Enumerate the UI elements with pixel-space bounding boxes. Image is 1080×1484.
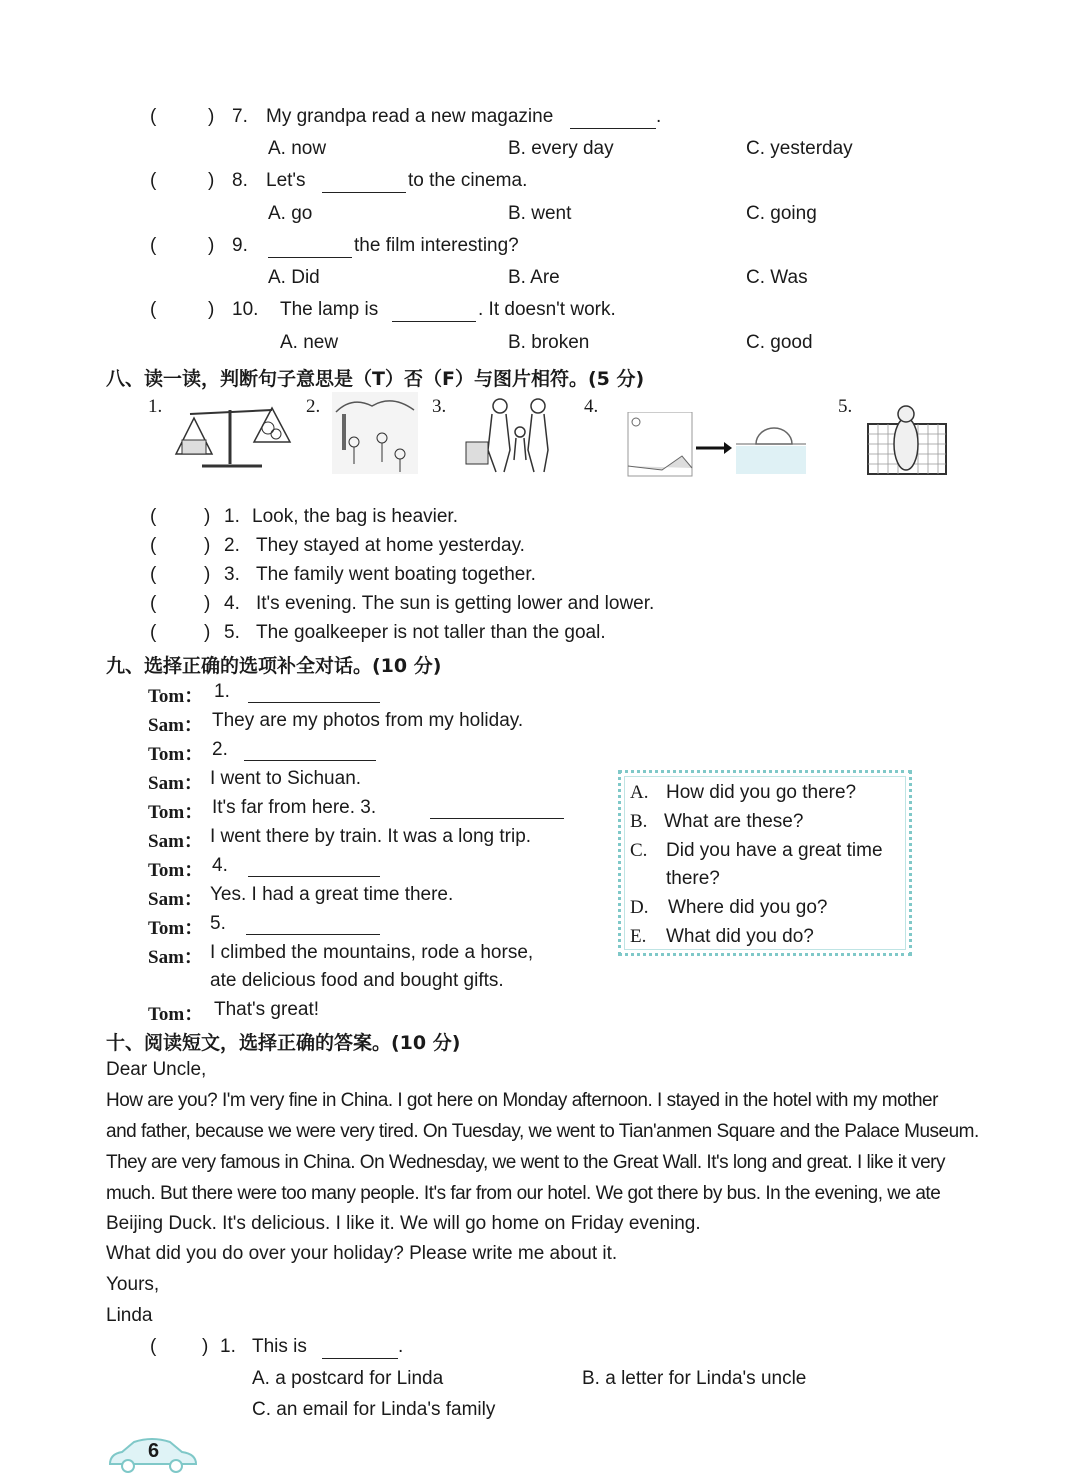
speaker: Sam： bbox=[148, 831, 203, 852]
answer-blank[interactable] bbox=[246, 914, 380, 935]
answer-blank[interactable] bbox=[244, 740, 376, 761]
answer-paren-open[interactable]: ( bbox=[150, 506, 157, 527]
picture-number: 1. bbox=[148, 396, 163, 417]
option-text: Where did you go? bbox=[668, 897, 828, 918]
option-c: C. Was bbox=[746, 267, 808, 288]
question-stem: Let's bbox=[266, 170, 306, 191]
question-stem-end: to the cinema. bbox=[408, 170, 528, 191]
question-stem: This is bbox=[252, 1336, 307, 1357]
option-text: What are these? bbox=[664, 811, 804, 832]
answer-paren-close: ) bbox=[202, 1336, 209, 1357]
answer-blank[interactable] bbox=[430, 798, 564, 819]
speaker: Sam： bbox=[148, 715, 203, 736]
item-number: 5. bbox=[224, 622, 240, 643]
answer-paren-close: ) bbox=[204, 593, 211, 614]
speaker: Tom： bbox=[148, 860, 204, 881]
answer-paren-open[interactable]: ( bbox=[150, 622, 157, 643]
answer-paren-open[interactable]: ( bbox=[150, 170, 157, 191]
dialog-text: That's great! bbox=[214, 999, 320, 1020]
speaker: Tom： bbox=[148, 918, 204, 939]
option-a: A. Did bbox=[268, 267, 320, 288]
page-number: 6 bbox=[148, 1440, 160, 1462]
answer-paren-close: ) bbox=[204, 564, 211, 585]
dialog-text: I climbed the mountains, rode a horse, bbox=[210, 942, 534, 963]
question-number: 10. bbox=[232, 299, 259, 320]
balance-scale-picture bbox=[172, 400, 294, 470]
answer-paren-open[interactable]: ( bbox=[150, 106, 157, 127]
answer-blank[interactable] bbox=[268, 237, 352, 258]
speaker: Sam： bbox=[148, 947, 203, 968]
option-letter: B. bbox=[630, 811, 648, 832]
speaker: Sam： bbox=[148, 773, 203, 794]
dialog-text: Yes. I had a great time there. bbox=[210, 884, 454, 905]
option-c: C. yesterday bbox=[746, 138, 853, 159]
dialog-text: 1. bbox=[214, 681, 230, 702]
answer-paren-close: ) bbox=[208, 106, 215, 127]
option-b: B. a letter for Linda's uncle bbox=[582, 1368, 807, 1389]
answer-paren-close: ) bbox=[208, 299, 215, 320]
speaker: Tom： bbox=[148, 686, 204, 707]
picture-number: 3. bbox=[432, 396, 447, 417]
answer-paren-open[interactable]: ( bbox=[150, 535, 157, 556]
option-letter: A. bbox=[630, 782, 649, 803]
item-text: They stayed at home yesterday. bbox=[256, 535, 525, 556]
answer-paren-open[interactable]: ( bbox=[150, 1336, 157, 1357]
question-number: 8. bbox=[232, 170, 248, 191]
question-stem: The lamp is bbox=[280, 299, 379, 320]
dialog-text: 4. bbox=[212, 855, 228, 876]
option-b: B. went bbox=[508, 203, 572, 224]
answer-paren-open[interactable]: ( bbox=[150, 299, 157, 320]
item-number: 3. bbox=[224, 564, 240, 585]
goalkeeper-picture bbox=[864, 402, 950, 478]
option-letter: C. bbox=[630, 840, 648, 861]
item-text: Look, the bag is heavier. bbox=[252, 506, 458, 527]
question-stem-end: the film interesting? bbox=[354, 235, 519, 256]
letter-line: Yours, bbox=[106, 1274, 160, 1295]
letter-line: Linda bbox=[106, 1305, 153, 1326]
item-text: The goalkeeper is not taller than the goal. bbox=[256, 622, 606, 643]
option-text: What did you do? bbox=[666, 926, 814, 947]
answer-blank[interactable] bbox=[322, 172, 406, 193]
section9-title: 九、选择正确的选项补全对话。(10 分) bbox=[106, 655, 442, 677]
dialog-text: It's far from here. 3. bbox=[212, 797, 377, 818]
option-c: C. good bbox=[746, 332, 813, 353]
question-stem: My grandpa read a new magazine bbox=[266, 106, 554, 127]
option-c: C. going bbox=[746, 203, 817, 224]
option-b: B. Are bbox=[508, 267, 560, 288]
answer-paren-close: ) bbox=[208, 235, 215, 256]
picture-number: 2. bbox=[306, 396, 321, 417]
answer-paren-open[interactable]: ( bbox=[150, 235, 157, 256]
answer-paren-open[interactable]: ( bbox=[150, 593, 157, 614]
section10-title: 十、阅读短文，选择正确的答案。(10 分) bbox=[106, 1032, 461, 1054]
option-b: B. broken bbox=[508, 332, 590, 353]
dialog-text: I went to Sichuan. bbox=[210, 768, 362, 789]
answer-paren-close: ) bbox=[204, 535, 211, 556]
item-number: 1. bbox=[224, 506, 240, 527]
option-text: Did you have a great time bbox=[666, 840, 883, 861]
dialog-text: 2. bbox=[212, 739, 228, 760]
item-number: 4. bbox=[224, 593, 240, 614]
letter-line: They are very famous in China. On Wednesday, we went to the Great Wall. It's long and great. I like it very bbox=[106, 1152, 945, 1173]
option-c: C. an email for Linda's family bbox=[252, 1399, 496, 1420]
item-text: It's evening. The sun is getting lower and lower. bbox=[256, 593, 655, 614]
dialog-text: They are my photos from my holiday. bbox=[212, 710, 524, 731]
dialog-text: 5. bbox=[210, 913, 226, 934]
letter-line: much. But there were too many people. It's far from our hotel. We got there by bus. In the evening, we ate bbox=[106, 1183, 941, 1204]
question-stem-end: . It doesn't work. bbox=[478, 299, 616, 320]
answer-blank[interactable] bbox=[248, 856, 380, 877]
park-scene-picture bbox=[332, 392, 418, 474]
answer-blank[interactable] bbox=[570, 108, 656, 129]
answer-paren-open[interactable]: ( bbox=[150, 564, 157, 585]
question-number: 1. bbox=[220, 1336, 236, 1357]
question-stem-end: . bbox=[398, 1336, 404, 1357]
letter-line: Dear Uncle, bbox=[106, 1059, 207, 1080]
item-text: The family went boating together. bbox=[256, 564, 536, 585]
speaker: Sam： bbox=[148, 889, 203, 910]
option-b: B. every day bbox=[508, 138, 614, 159]
answer-blank[interactable] bbox=[248, 682, 380, 703]
option-a: A. a postcard for Linda bbox=[252, 1368, 444, 1389]
option-a: A. now bbox=[268, 138, 327, 159]
speaker: Tom： bbox=[148, 802, 204, 823]
option-a: A. go bbox=[268, 203, 313, 224]
dialog-text: ate delicious food and bought gifts. bbox=[210, 970, 504, 991]
answer-paren-close: ) bbox=[204, 622, 211, 643]
picture-number: 5. bbox=[838, 396, 853, 417]
letter-line: and father, because we were very tired. On Tuesday, we went to Tian'anmen Square and the Palace Museum. bbox=[106, 1121, 979, 1142]
letter-line: What did you do over your holiday? Please write me about it. bbox=[106, 1243, 618, 1264]
option-a: A. new bbox=[280, 332, 339, 353]
speaker: Tom： bbox=[148, 1004, 204, 1025]
item-number: 2. bbox=[224, 535, 240, 556]
question-stem-end: . bbox=[656, 106, 662, 127]
answer-paren-close: ) bbox=[204, 506, 211, 527]
family-travel-picture bbox=[462, 394, 562, 474]
answer-blank[interactable] bbox=[392, 301, 476, 322]
answer-blank[interactable] bbox=[322, 1338, 398, 1359]
option-text: How did you go there? bbox=[666, 782, 857, 803]
section8-title: 八、读一读，判断句子意思是（T）否（F）与图片相符。(5 分) bbox=[106, 368, 645, 390]
option-letter: D. bbox=[630, 897, 649, 918]
dialog-text: I went there by train. It was a long trip. bbox=[210, 826, 532, 847]
letter-line: Beijing Duck. It's delicious. I like it. We will go home on Friday evening. bbox=[106, 1213, 701, 1234]
sunset-sequence-picture bbox=[622, 412, 810, 478]
letter-line: How are you? I'm very fine in China. I got here on Monday afternoon. I stayed in the hotel with my mother bbox=[106, 1090, 938, 1111]
answer-paren-close: ) bbox=[208, 170, 215, 191]
speaker: Tom： bbox=[148, 744, 204, 765]
option-letter: E. bbox=[630, 926, 647, 947]
question-number: 9. bbox=[232, 235, 248, 256]
option-text: there? bbox=[666, 868, 720, 889]
picture-number: 4. bbox=[584, 396, 599, 417]
question-number: 7. bbox=[232, 106, 248, 127]
